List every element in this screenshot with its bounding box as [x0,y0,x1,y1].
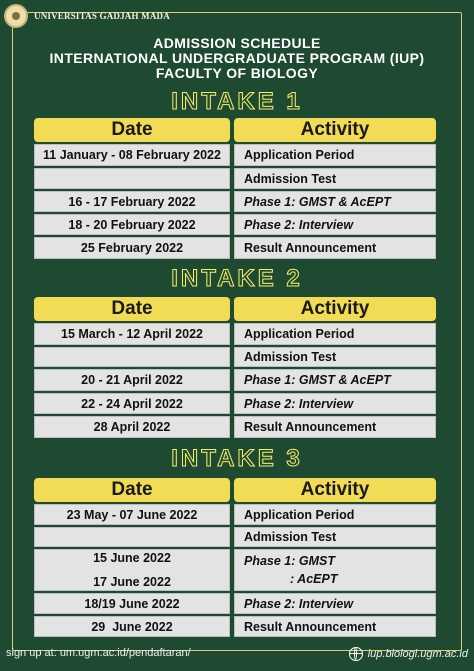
title-line-3: FACULTY OF BIOLOGY [155,65,319,81]
intake-3-title: INTAKE 3 [171,445,303,472]
date-cell: 15 March - 12 April 2022 [34,323,230,345]
table-row [34,527,436,547]
activity-cell: Phase 1: GMST & AcEPT [234,369,436,391]
date-column-header: Date [34,478,230,502]
table-header [34,118,436,142]
table-row [34,549,436,591]
intake-2-title: INTAKE 2 [171,265,303,292]
activity-cell: Phase 1: GMST & AcEPT [234,191,436,212]
activity-cell: Result Announcement [234,416,436,438]
date-column-header: Date [34,118,230,142]
activity-cell: Admission Test [234,168,436,189]
activity-cell: Phase 2: Interview [234,214,436,235]
page-title [0,36,474,81]
table-row [34,416,436,438]
title-line-2: INTERNATIONAL UNDERGRADUATE PROGRAM (IUP) [49,50,425,66]
activity-cell: Result Announcement [234,616,436,637]
activity-cell: Application Period [234,323,436,345]
activity-cell: Admission Test [234,347,436,367]
globe-icon [349,647,363,661]
activity-line: Phase 1: GMST [244,554,335,568]
date-cell: 25 February 2022 [34,237,230,259]
date-cell: 16 - 17 February 2022 [34,191,230,212]
activity-cell: Application Period [234,144,436,166]
university-name: UNIVERSITAS GADJAH MADA [34,11,170,21]
activity-cell: Phase 2: Interview [234,593,436,614]
table-row [34,237,436,259]
university-seal-icon [4,4,28,28]
date-cell: 11 January - 08 February 2022 [34,144,230,166]
table-row [34,393,436,414]
footer [0,640,474,671]
date-cell: 20 - 21 April 2022 [34,369,230,391]
website-url: iup.biologi.ugm.ac.id [367,648,468,660]
activity-column-header: Activity [234,478,436,502]
website-link[interactable] [349,647,468,661]
activity-cell: Admission Test [234,527,436,547]
brand [4,4,170,28]
date-cell: 18/19 June 2022 [34,593,230,614]
date-cell [34,549,230,591]
table-row [34,168,436,189]
activity-cell: Result Announcement [234,237,436,259]
table-row [34,347,436,367]
table-header [34,297,436,321]
table-row [34,144,436,166]
date-cell [34,347,230,367]
table-row [34,191,436,212]
table-row [34,214,436,235]
date-cell: 22 - 24 April 2022 [34,393,230,414]
intake-2-table [34,297,436,438]
activity-line: : AcEPT [290,572,338,586]
date-cell [34,527,230,547]
intake-1-title: INTAKE 1 [171,88,303,115]
activity-cell [234,549,436,591]
table-row [34,504,436,525]
activity-column-header: Activity [234,297,436,321]
title-line-1: ADMISSION SCHEDULE [153,35,321,51]
table-row [34,593,436,614]
date-cell: 18 - 20 February 2022 [34,214,230,235]
signup-link[interactable]: sign up at: um.ugm.ac.id/pendaftaran/ [6,647,191,659]
date-cell: 28 April 2022 [34,416,230,438]
intake-3-table [34,478,436,637]
date-cell: 29 June 2022 [34,616,230,637]
table-row [34,616,436,637]
activity-cell: Phase 2: Interview [234,393,436,414]
date-line: 15 June 2022 [93,551,171,565]
activity-column-header: Activity [234,118,436,142]
table-row [34,369,436,391]
date-line: 17 June 2022 [93,575,171,589]
date-cell [34,168,230,189]
activity-cell: Application Period [234,504,436,525]
intake-1-table [34,118,436,259]
date-cell: 23 May - 07 June 2022 [34,504,230,525]
date-column-header: Date [34,297,230,321]
table-row [34,323,436,345]
table-header [34,478,436,502]
